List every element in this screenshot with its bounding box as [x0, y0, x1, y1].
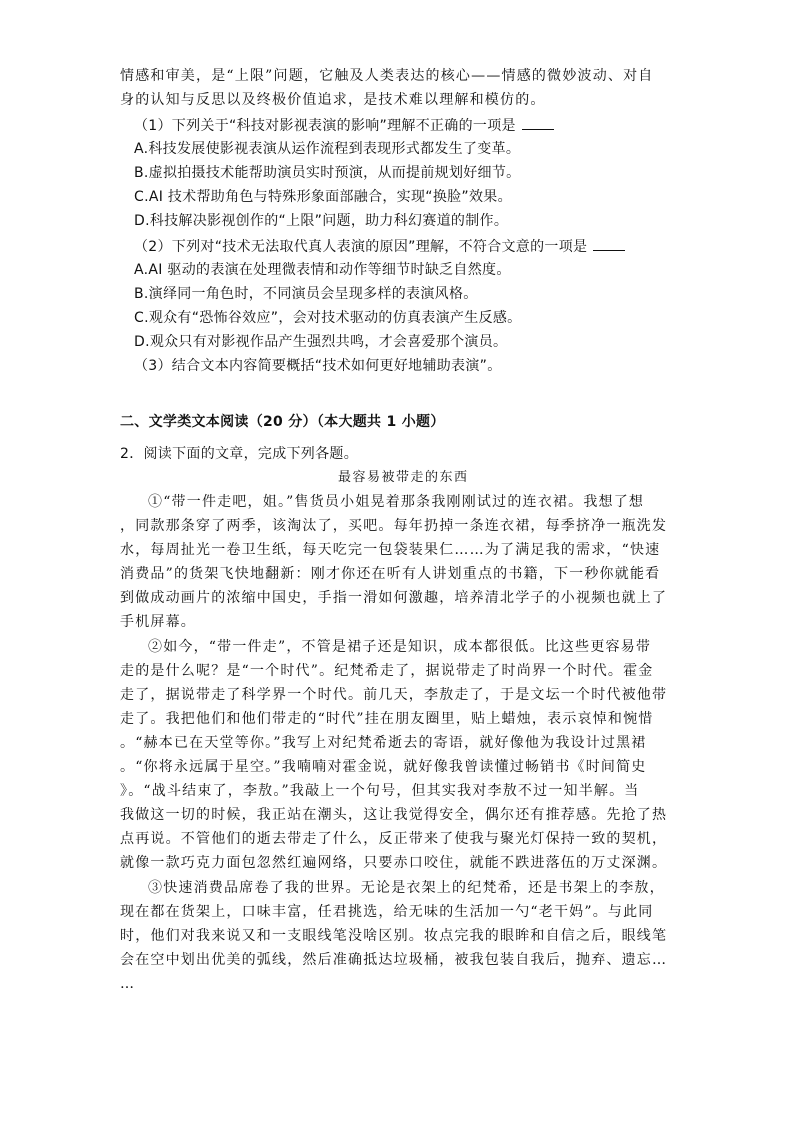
- article-line: 。“你将永远属于星空。”我喃喃对霍金说，就好像我曾读懂过畅销书《时间简史: [120, 759, 647, 775]
- article-line: 就像一款巧克力面包忽然红遍网络，只要赤口咬住，就能不跌进落伍的万丈深渊。: [120, 855, 668, 871]
- article-line: 时，他们对我来说又和一支眼线笔没啥区别。妆点完我的眼眸和自信之后，眼线笔: [120, 928, 668, 944]
- article-line: 消费品”的货架飞快地翻新：刚才你还在听有人讲划重点的书籍，下一秒你就能看: [120, 566, 661, 582]
- question-1-option-b: B.虚拟拍摄技术能帮助演员实时预演，从而提前规划好细节。: [134, 165, 521, 181]
- question-2-option-c: C.观众有“恐怖谷效应”，会对技术驱动的仿真表演产生反感。: [134, 310, 522, 326]
- article-line: 走的是什么呢？是“一个时代”。纪梵希走了，据说带走了时尚界一个时代。霍金: [120, 663, 654, 679]
- article-line: ①“带一件走吧，姐。”售货员小姐晃着那条我刚刚试过的连衣裙。我想了想: [148, 494, 645, 510]
- article-line: 。“赫本已在天堂等你。”我写上对纪梵希逝去的寄语，就好像他为我设计过黑裙: [120, 735, 647, 751]
- article-line: 》。“战斗结束了，李敖。”我敲上一个句号，但其实我对李敖不过一知半解。当: [120, 783, 640, 799]
- question-stem-text: （1）下列关于“科技对影视表演的影响”理解不正确的一项是: [134, 118, 516, 134]
- answer-blank[interactable]: [593, 236, 625, 251]
- article-line: ②如今，“带一件走”，不管是裙子还是知识，成本都很低。比这些更容易带: [148, 639, 652, 655]
- article-line: 到做成动画片的浓缩中国史，手指一滑如何激趣，培养清北学子的小视频也就上了: [120, 590, 668, 606]
- article-line: 现在都在货架上，口味丰富，任君挑选，给无味的生活加一勺“老干妈”。与此同: [120, 904, 654, 920]
- passage-line: 身的认知与反思以及终极价值追求，是技术难以理解和模仿的。: [120, 92, 546, 108]
- article-line: 手机屏幕。: [120, 614, 196, 630]
- article-line: 走了。我把他们和他们带走的“时代”挂在朋友圈里，贴上蜡烛，表示哀悼和惋惜: [120, 711, 654, 727]
- article-line: 走了，据说带走了科学界一个时代。前几天，李敖走了，于是文坛一个时代被他带: [120, 687, 668, 703]
- article-line: 我做这一切的时候，我正站在潮头，这让我觉得安全，偶尔还有推荐感。先抢了热: [120, 807, 668, 823]
- article-title: 最容易被带走的东西: [338, 470, 469, 485]
- answer-blank[interactable]: [522, 115, 554, 130]
- question-3-stem: （3）结合文本内容简要概括“技术如何更好地辅助表演”。: [134, 358, 502, 374]
- question-1-option-c: C.AI 技术帮助角色与特殊形象面部融合，实现“换脸”效果。: [134, 189, 512, 205]
- article-line: ③快速消费品席卷了我的世界。无论是衣架上的纪梵希，还是书架上的李敖，: [148, 880, 665, 896]
- question-2-option-d: D.观众只有对影视作品产生强烈共鸣，才会喜爱那个演员。: [134, 334, 508, 350]
- question-stem-text: （2）下列对“技术无法取代真人表演的原因”理解，不符合文意的一项是: [134, 239, 588, 255]
- question-1-option-a: A.科技发展使影视表演从运作流程到表现形式都发生了变革。: [134, 141, 521, 157]
- article-line: 水，每周扯光一卷卫生纸，每天吃完一包袋装果仁……为了满足我的需求，“快速: [120, 542, 661, 558]
- article-line: ，同款那条穿了两季，该淘汰了，买吧。每年扔掉一条连衣裙，每季挤净一瓶洗发: [120, 518, 668, 534]
- passage-line: 情感和审美，是“上限”问题，它触及人类表达的核心——情感的微妙波动、对自: [120, 68, 654, 84]
- article-line: 点再说。不管他们的逝去带走了什么，反正带来了使我与聚光灯保持一致的契机，: [120, 831, 668, 847]
- reading-instruction: 2．阅读下面的文章，完成下列各题。: [120, 446, 359, 462]
- article-line: …: [120, 976, 136, 992]
- question-1-option-d: D.科技解决影视创作的“上限”问题，助力科幻赛道的制作。: [134, 213, 509, 229]
- section-heading: 二、文学类文本阅读（20 分）（本大题共 1 小题）: [120, 414, 445, 430]
- question-1-stem: [134, 115, 554, 136]
- question-2-stem: [134, 236, 625, 257]
- question-2-option-b: B.演绎同一角色时，不同演员会呈现多样的表演风格。: [134, 286, 478, 302]
- question-2-option-a: A.AI 驱动的表演在处理微表情和动作等细节时缺乏自然度。: [134, 262, 511, 278]
- article-line: 会在空中划出优美的弧线，然后准确抵达垃圾桶，被我包装自我后，抛弃、遗忘…: [120, 952, 668, 968]
